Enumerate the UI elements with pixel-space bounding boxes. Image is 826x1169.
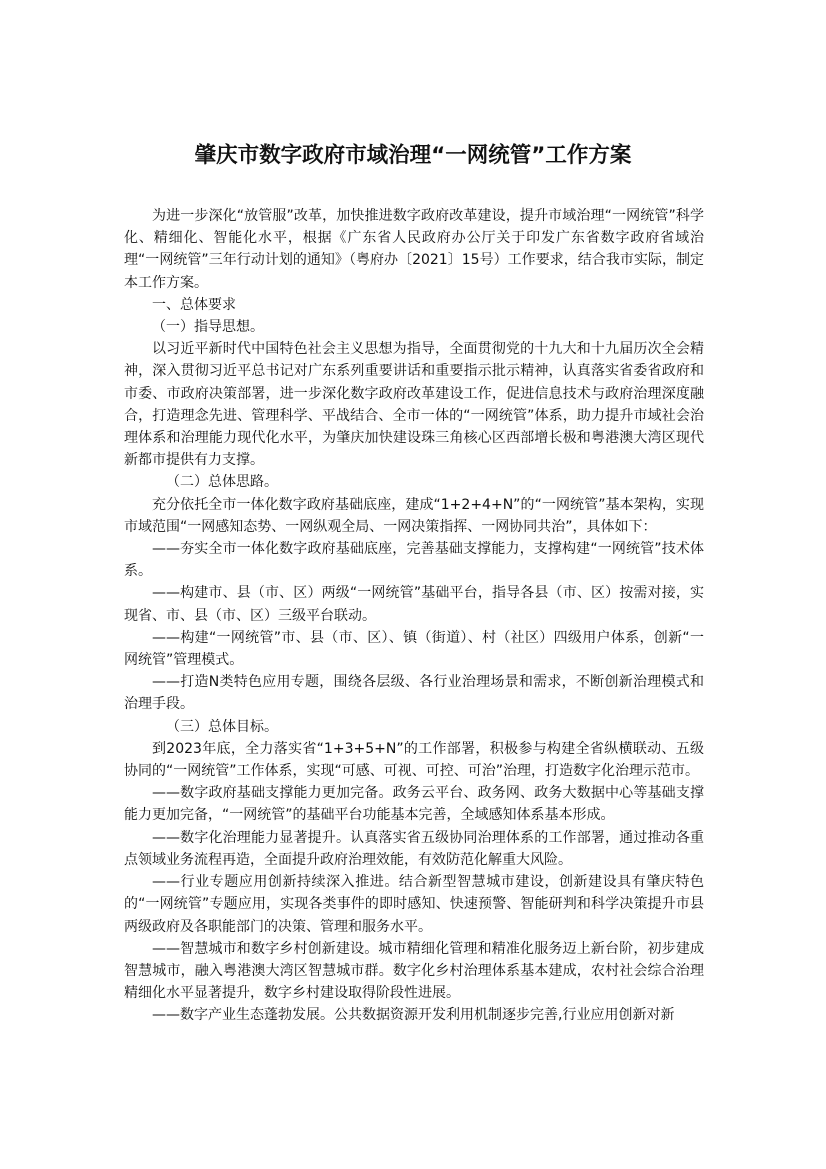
- paragraph: ——数字化治理能力显著提升。认真落实省五级协同治理体系的工作部署，通过推动各重点领域业务流程再造，全面提升政府治理效能，有效防范化解重大风险。: [124, 829, 704, 868]
- paragraph: 一、总体要求: [152, 296, 236, 313]
- document-title: 肇庆市数字政府市域治理“一网统管”工作方案: [194, 143, 632, 168]
- paragraph: 以习近平新时代中国特色社会主义思想为指导，全面贯彻党的十九大和十九届历次全会精神，深入贯彻习近平总书记对广东系列重要讲话和重要指示批示精神，认真落实省委省政府和市委、市政府决策部署，进一步深化数字政府改革建设工作，促进信息技术与政府治理深度融合，打造理念先进、管理科学、平战结合、全市一体的“一网统管”体系，助力提升市域社会治理体系和治理能力现代化水平，为肇庆加快建设珠三角核心区西部增长极和粤港澳大湾区现代新都市提供有力支撑。: [124, 341, 704, 469]
- paragraph: ——数字政府基础支撑能力更加完备。政务云平台、政务网、政务大数据中心等基础支撑能力更加完备，“一网统管”的基础平台功能基本完善，全域感知体系基本形成。: [124, 785, 704, 824]
- paragraph: ——夯实全市一体化数字政府基础底座，完善基础支撑能力，支撑构建“一网统管”技术体系。: [124, 541, 704, 580]
- paragraph: ——构建市、县（市、区）两级“一网统管”基础平台，指导各县（市、区）按需对接，实现省、市、县（市、区）三级平台联动。: [124, 585, 704, 624]
- paragraph: 为进一步深化“放管服”改革，加快推进数字政府改革建设，提升市域治理“一网统管”科学化、精细化、智能化水平，根据《广东省人民政府办公厅关于印发广东省数字政府省域治理“一网统管”三年行动计划的通知》（粤府办〔2021〕15号）工作要求，结合我市实际，制定本工作方案。: [124, 208, 704, 291]
- paragraph: 到2023年底，全力落实省“1+3+5+N”的工作部署，积极参与构建全省纵横联动、五级协同的“一网统管”工作体系，实现“可感、可视、可控、可治”治理，打造数字化治理示范市。: [124, 740, 704, 780]
- paragraph: ——数字产业生态蓬勃发展。公共数据资源开发利用机制逐步完善,行业应用创新对新: [152, 1007, 675, 1024]
- paragraph: ——智慧城市和数字乡村创新建设。城市精细化管理和精准化服务迈上新台阶，初步建成智慧城市，融入粤港澳大湾区智慧城市群。数字化乡村治理体系基本建成，农村社会综合治理精细化水平显著提升，数字乡村建设取得阶段性进展。: [124, 940, 704, 1002]
- document-body: [124, 205, 704, 1027]
- paragraph: 充分依托全市一体化数字政府基础底座，建成“1+2+4+N”的“一网统管”基本架构，实现市域范围“一网感知态势、一网纵观全局、一网决策指挥、一网协同共治”，具体如下：: [124, 496, 704, 535]
- paragraph: ——打造N类特色应用专题，围绕各层级、各行业治理场景和需求，不断创新治理模式和治理手段。: [124, 674, 704, 713]
- paragraph: （三）总体目标。: [166, 718, 278, 735]
- paragraph: ——构建“一网统管”市、县（市、区）、镇（街道）、村（社区）四级用户体系，创新“一网统管”管理模式。: [124, 629, 704, 669]
- paragraph: （一）指导思想。: [152, 319, 264, 336]
- paragraph: （二）总体思路。: [166, 474, 278, 491]
- paragraph: ——行业专题应用创新持续深入推进。结合新型智慧城市建设，创新建设具有肇庆特色的“一网统管”专题应用，实现各类事件的即时感知、快速预警、智能研判和科学决策提升市县两级政府及各职能部门的决策、管理和服务水平。: [124, 874, 704, 935]
